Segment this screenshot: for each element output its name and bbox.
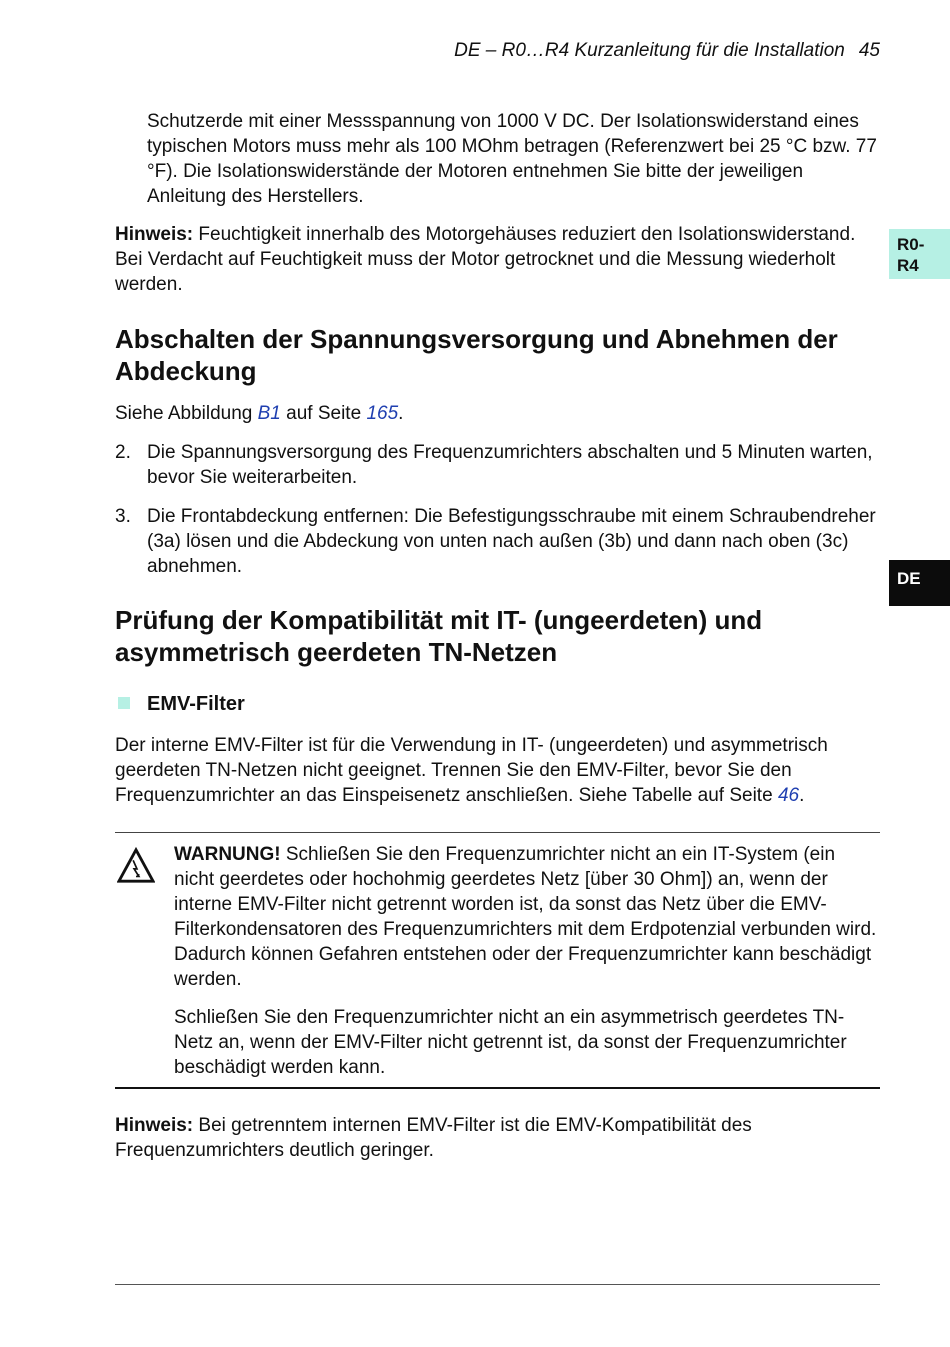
side-tab-de[interactable] (889, 560, 950, 606)
step-number: 3. (115, 506, 131, 527)
warning-text-1: Schließen Sie den Frequenzumrichter nicht an ein IT-System (ein nicht geerdetes oder hochohmig geerdetes Netz [über 30 Ohm]) an, wenn der interne EMV-Filter nicht getrennt worden ist, da sonst das Netz über die EMV-Filterkondensatoren des Frequenzumrichters mit dem Erdpotenzial verbunden wird. Dadurch können Gefahren entstehen oder der Frequenzumrichter kann beschädigt werden. (174, 844, 877, 990)
warning-paragraph-2: Schließen Sie den Frequenzumrichter nicht an ein asymmetrisch geerdetes TN-Netz an, wenn der EMV-Filter nicht getrennt ist, da sonst der Frequenzumrichter beschädigt werden kann. (174, 1007, 847, 1078)
warning-paragraph-1 (174, 842, 880, 992)
step-text: Die Frontabdeckung entfernen: Die Befestigungsschraube mit einem Schraubendreher (3a) lösen und die Abdeckung von unten nach außen (3b) und dann nach oben (3c) abnehmen. (147, 506, 876, 577)
step-number: 2. (115, 442, 131, 463)
note-paragraph-1 (115, 222, 880, 297)
step-text: Die Spannungsversorgung des Frequenzumrichters abschalten und 5 Minuten warten, bevor Sie weiterarbeiten. (147, 442, 873, 488)
subheading-text: EMV-Filter (147, 693, 245, 715)
note-text: Bei getrenntem internen EMV-Filter ist die EMV-Kompatibilität des Frequenzumrichters deutlich geringer. (115, 1115, 752, 1161)
see-suffix: . (398, 403, 404, 424)
page-link-46[interactable]: 46 (777, 785, 800, 806)
see-figure-line (115, 401, 880, 426)
subheading-emv-filter (115, 692, 880, 717)
note-label: Hinweis: (115, 1115, 194, 1136)
see-mid: auf Seite (280, 403, 367, 424)
warning-label: WARNUNG! (174, 844, 281, 865)
list-item (115, 504, 880, 579)
side-tab-r-line1: R0- (897, 235, 925, 254)
see-prefix: Siehe Abbildung (115, 403, 258, 424)
warning-box (115, 832, 880, 1089)
footer-divider (115, 1284, 880, 1285)
note-label: Hinweis: (115, 224, 194, 245)
section-heading-shutdown: Abschalten der Spannungsversorgung und Abnehmen der Abdeckung (115, 324, 838, 386)
section-heading-compatibility: Prüfung der Kompatibilität mit IT- (ungeerdeten) und asymmetrisch geerdeten TN-Netzen (115, 605, 763, 667)
side-tab-de-label: DE (897, 569, 921, 588)
side-tab-r0-r4[interactable] (889, 229, 950, 279)
page-header (454, 38, 880, 63)
high-voltage-warning-icon (117, 847, 155, 885)
list-item (115, 440, 880, 490)
emv-filter-paragraph (115, 733, 880, 808)
note-text: Feuchtigkeit innerhalb des Motorgehäuses reduziert den Isolationswiderstand. Bei Verdacht auf Feuchtigkeit muss der Motor getrocknet und die Messung wiederholt werden. (115, 224, 856, 295)
body-text: Der interne EMV-Filter ist für die Verwendung in IT- (ungeerdeten) und asymmetrisch geerdeten TN-Netzen nicht geeignet. Trennen Sie den EMV-Filter, bevor Sie den Frequenzumrichter an das Einspeisenetz anschließen. Siehe Tabelle auf Seite (115, 735, 828, 806)
intro-paragraph: Schutzerde mit einer Messspannung von 1000 V DC. Der Isolationswiderstand eines typischen Motors muss mehr als 100 MOhm betragen (Referenzwert bei 25 °C bzw. 77 °F). Die Isolationswiderstände der Motoren entnehmen Sie bitte der jeweiligen Anleitung des Herstellers. (147, 111, 877, 207)
body-suffix: . (799, 785, 805, 806)
side-tab-r-line2: R4 (897, 256, 919, 275)
page-link-165[interactable]: 165 (366, 403, 399, 424)
figure-link[interactable]: B1 (257, 403, 281, 424)
header-title: DE – R0…R4 Kurzanleitung für die Installation (454, 40, 845, 61)
bullet-square-icon (118, 697, 130, 709)
note-paragraph-2 (115, 1113, 880, 1163)
page-number: 45 (858, 40, 880, 61)
